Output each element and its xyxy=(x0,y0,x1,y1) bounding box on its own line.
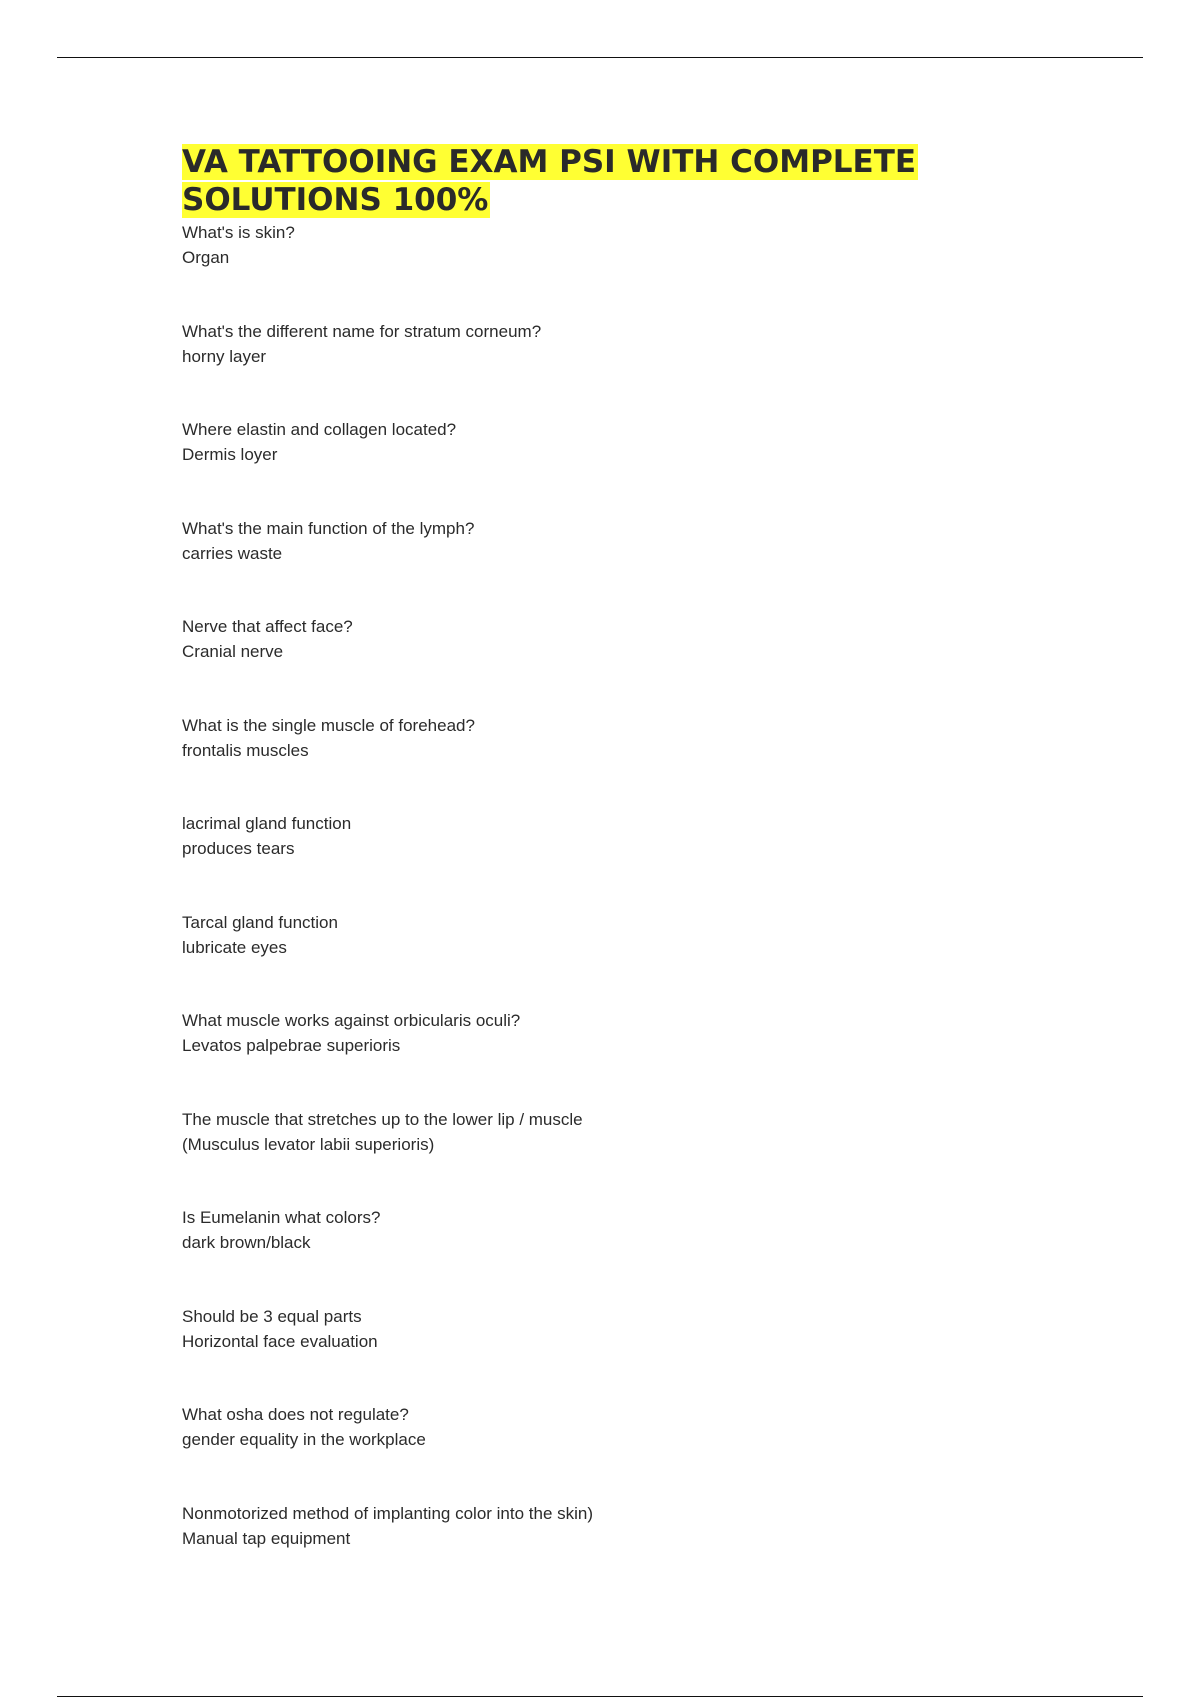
answer-text: Manual tap equipment xyxy=(182,1528,351,1548)
document-title xyxy=(182,143,1082,219)
question-text: Tarcal gland function xyxy=(182,912,338,932)
qa-item xyxy=(182,1402,1082,1501)
answer-text: produces tears xyxy=(182,839,295,858)
qa-item xyxy=(182,811,1082,910)
answer-text: Horizontal face evaluation xyxy=(182,1331,378,1351)
question-text: Nonmotorized method of implanting color into the skin) xyxy=(182,1503,594,1523)
answer-text: gender equality in the workplace xyxy=(182,1430,426,1449)
question-text: What's the different name for stratum corneum? xyxy=(182,321,542,341)
question-text: What osha does not regulate? xyxy=(182,1405,409,1424)
qa-item xyxy=(182,1205,1082,1304)
answer-text: horny layer xyxy=(182,346,267,366)
qa-item xyxy=(182,417,1082,516)
qa-item xyxy=(182,1304,1082,1403)
document-body xyxy=(182,143,1082,1599)
header-rule xyxy=(57,57,1143,58)
answer-text: Levatos palpebrae superioris xyxy=(182,1036,401,1055)
answer-text: Organ xyxy=(182,248,230,267)
question-text: What muscle works against orbicularis oculi? xyxy=(182,1011,521,1030)
question-text: Where elastin and collagen located? xyxy=(182,420,457,439)
qa-item xyxy=(182,614,1082,713)
question-text: What is the single muscle of forehead? xyxy=(182,715,475,735)
qa-list xyxy=(182,220,1082,1599)
qa-item xyxy=(182,910,1082,1009)
answer-text: (Musculus levator labii superioris) xyxy=(182,1134,435,1154)
qa-item xyxy=(182,1107,1082,1206)
answer-text: carries waste xyxy=(182,543,283,563)
title-highlight: VA TATTOOING EXAM PSI WITH COMPLETE SOLUTIONS 100% xyxy=(182,144,917,218)
question-text: What's is skin? xyxy=(182,223,295,242)
question-text: What's the main function of the lymph? xyxy=(182,518,475,538)
qa-item xyxy=(182,713,1082,812)
qa-item xyxy=(182,516,1082,615)
qa-item xyxy=(182,1501,1082,1600)
question-text: Should be 3 equal parts xyxy=(182,1306,362,1326)
question-text: lacrimal gland function xyxy=(182,814,352,833)
question-text: The muscle that stretches up to the lower lip / muscle xyxy=(182,1109,583,1129)
question-text: Nerve that affect face? xyxy=(182,617,353,636)
question-text: Is Eumelanin what colors? xyxy=(182,1208,381,1227)
answer-text: frontalis muscles xyxy=(182,740,309,760)
qa-item xyxy=(182,319,1082,418)
answer-text: Cranial nerve xyxy=(182,642,284,661)
qa-item xyxy=(182,1008,1082,1107)
qa-item xyxy=(182,220,1082,319)
answer-text: lubricate eyes xyxy=(182,937,287,957)
answer-text: Dermis loyer xyxy=(182,445,278,464)
answer-text: dark brown/black xyxy=(182,1233,311,1252)
footer-rule xyxy=(57,1696,1143,1697)
